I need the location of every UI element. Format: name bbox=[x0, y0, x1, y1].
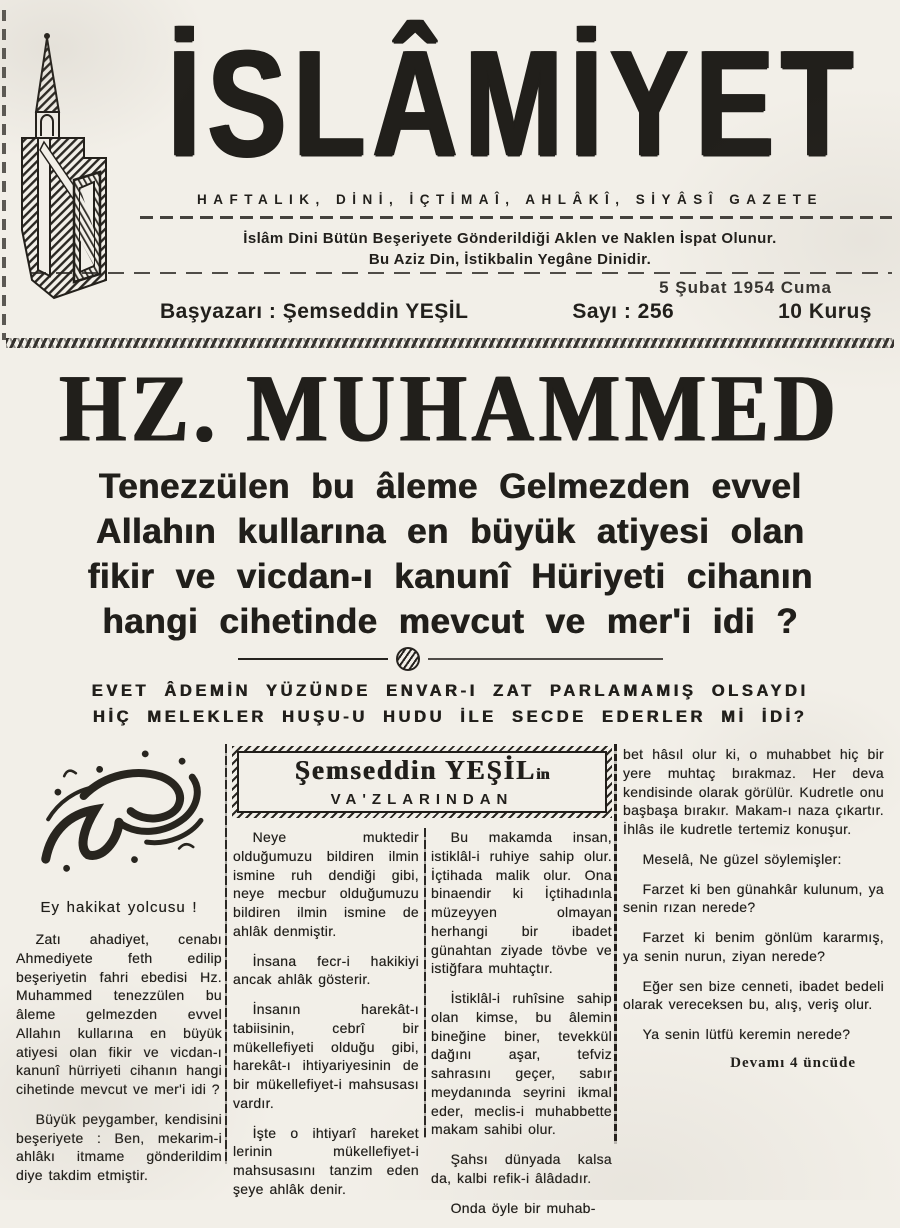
masthead-motto bbox=[150, 228, 870, 270]
bismillah-calligraphy-icon bbox=[19, 744, 219, 884]
paragraph: Büyük peygamber, kendisini beşeriyete : Ben, mekarim-i ahlâkı itmame gönderildim diye takdim etmiştir. bbox=[16, 1110, 222, 1184]
masthead-subtitle: HAFTALIK, DİNİ, İÇTİMAÎ, AHLÂKÎ, SİYÂSÎ GAZETE bbox=[197, 192, 823, 207]
paragraph: Tenezzülen bu âleme Gelmezden evvel bbox=[98, 467, 802, 506]
headline-deck bbox=[8, 464, 892, 644]
column-rule bbox=[614, 744, 617, 1144]
price: 10 Kuruş bbox=[778, 300, 872, 323]
masthead-rule-dashed bbox=[30, 272, 892, 274]
divider-bar bbox=[238, 658, 388, 660]
paragraph: HİÇ MELEKLER HUŞU-U HUDU İLE SECDE EDERLER Mİ İDİ? bbox=[92, 708, 808, 726]
paragraph: Neye muktedir olduğumuzu bildiren ilmin ismine ruh dendiği gibi, neye mecbur olduğumuzu bildiren ilmin ismine de ahlâk denmiştir. bbox=[233, 829, 419, 939]
paragraph: Ey hakikat yolcusu ! bbox=[40, 899, 198, 916]
paragraph: Zatı ahadiyet, cenabı Ahmediyete feth edilip beşeriyetin fahri ebedisi Hz. Muhammed tenezzülen bu âleme gelmezden evvel Allahın kullarına en büyük atiyesi olan fikir ve vicdan-ı kanunî hürriyeti cihanın hangi cihetinde mevcut ve mer'i idi ? bbox=[16, 931, 222, 1098]
column-2 bbox=[233, 828, 419, 1210]
column-rule bbox=[424, 828, 426, 1138]
masthead-info-row bbox=[160, 300, 872, 324]
minaret-illustration-icon bbox=[14, 30, 132, 302]
rope-divider bbox=[6, 338, 894, 348]
paragraph: Onda öyle bir muhab- bbox=[450, 1199, 596, 1216]
column-3 bbox=[431, 828, 612, 1228]
column-4 bbox=[623, 745, 884, 1072]
paragraph: EVET ÂDEMİN YÜZÜNDE ENVAR-I ZAT PARLAMAMIŞ OLSAYDI bbox=[91, 682, 809, 700]
article-box-title-suffix: in bbox=[535, 766, 550, 783]
divider-bar bbox=[428, 658, 663, 660]
paragraph: Farzet ki ben günahkâr kulunum, ya senin rızan nerede? bbox=[623, 880, 884, 916]
article-box-header bbox=[232, 746, 612, 818]
paragraph: İnsanın harekât-ı tabiisinin, cebrî bir mükellefiyeti olduğu gibi, harekât-ı ihtiyariyesinin de bir mükellefiyet-i mahsusası vardır. bbox=[233, 1001, 419, 1111]
paragraph: Allahın kullarına en büyük atiyesi olan bbox=[95, 512, 805, 551]
paragraph: hangi cihetinde mevcut ve mer'i idi ? bbox=[102, 602, 798, 641]
paragraph: Farzet ki benim gönlüm kararmış, ya senin nurun, ziyan nerede? bbox=[623, 929, 884, 964]
paragraph: Meselâ, Ne güzel söylemişler: bbox=[642, 850, 842, 867]
motto-line-2: Bu Aziz Din, İstikbalin Yegâne Dinidir. bbox=[368, 251, 652, 268]
paragraph: İstiklâl-i ruhîsine sahip olan kimse, bu âlemin bineğine biner, tevekkül dağını aşar, tefviz sahrasını geçer, sabır meydanında seyrini ikmal eder, meclis-i muhabbette makam sahibi olur. bbox=[431, 990, 612, 1138]
column-1 bbox=[16, 744, 222, 1196]
article-box-title: Şemseddin YEŞİLin bbox=[294, 755, 550, 785]
motto-line-1: İslâm Dini Bütün Beşeriyete Gönderildiği Aklen ve Naklen İspat Olunur. bbox=[243, 230, 777, 247]
page-edge-marks bbox=[2, 10, 6, 340]
article-box-inner bbox=[237, 751, 607, 813]
paragraph: Eğer sen bize cenneti, ibadet bedeli olarak vereceksen bu, alış, veriş olur. bbox=[623, 977, 884, 1013]
paragraph: İşte o ihtiyarî hareket lerinin mükellefiyet-i mahsusasını tanzim eden şeye ahlâk denir. bbox=[233, 1124, 419, 1197]
paragraph: Şahsı dünyada kalsa da, kalbi refik-i âlâdadır. bbox=[431, 1151, 612, 1186]
editor-name: Başyazarı : Şemseddin YEŞİL bbox=[160, 300, 469, 323]
paragraph: fikir ve vicdan-ı kanunî Hüriyeti cihanın bbox=[87, 557, 813, 596]
column-4-paragraphs bbox=[623, 745, 884, 1044]
article-box-subtitle: VA'ZLARINDAN bbox=[330, 791, 514, 808]
issue-date: 5 Şubat 1954 Cuma bbox=[659, 278, 832, 297]
headline-kicker bbox=[8, 682, 892, 734]
paragraph: İnsana fecr-i hakikiyi ancak ahlâk gösterir. bbox=[233, 952, 419, 988]
masthead-divider-dashed bbox=[140, 216, 892, 219]
column-1-paragraphs bbox=[16, 898, 222, 1185]
column-rule bbox=[225, 744, 227, 1164]
issue-number: Sayı : 256 bbox=[572, 300, 675, 323]
paragraph: Bu makamda insan, istiklâl-i ruhiye sahip olur. İçtihada malik olur. Ona binaendir ki İçtihadınla müzeyyen olmayan herhangi bir ibadet günahtan ziyade tövbe ve istiğfara muhtaçtır. bbox=[431, 829, 612, 977]
paragraph: Ya senin lütfü keremin nerede? bbox=[642, 1026, 851, 1042]
section-divider bbox=[0, 648, 900, 670]
continuation-note: Devamı 4 üncüde bbox=[730, 1054, 856, 1071]
masthead-title: İSLÂMİYET bbox=[167, 19, 861, 189]
knot-ornament-icon bbox=[396, 647, 420, 671]
main-headline: HZ. MUHAMMED bbox=[59, 354, 841, 462]
paragraph: bet hâsıl olur ki, o muhabbet hiç bir yere muhtaç bırakmaz. Her deva kendisinde olarak görülür. Kudretle onu başbaşa bırakır. Makam-ı naza çıkartır. İhlâs ile kudretle tertemiz konuşur. bbox=[623, 746, 884, 837]
